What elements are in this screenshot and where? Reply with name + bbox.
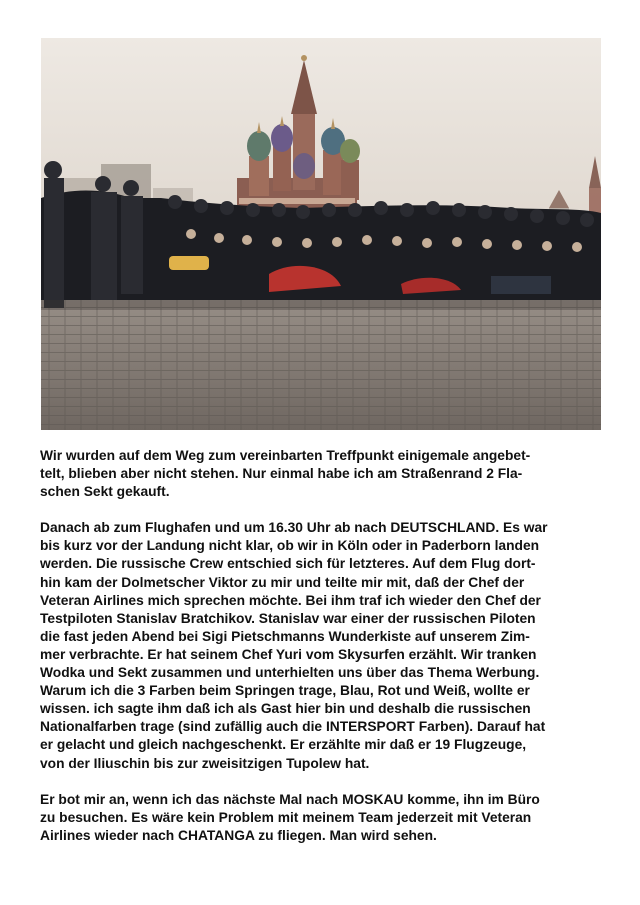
paragraph xyxy=(40,519,600,772)
paragraph xyxy=(40,791,600,845)
text-line: Warum ich die 3 Farben beim Springen trage, Blau, Rot und Weiß, wollte er xyxy=(40,683,530,699)
text-line: die fast jeden Abend bei Sigi Pietschmanns Wunderkiste auf unserem Zim- xyxy=(40,628,530,644)
text-line: von der Iliuschin bis zur zweisitzigen Tupolew hat. xyxy=(40,755,370,771)
text-line: Testpiloten Stanislav Bratchikov. Stanislav war einer der russischen Piloten xyxy=(40,610,536,626)
text-line: mer verbrachte. Er hat seinem Chef Yuri vom Skysurfen erzählt. Wir tranken xyxy=(40,646,537,662)
text-line: wissen. ich sagte ihm daß ich als Gast hier bin und deshalb die russischen xyxy=(40,701,531,717)
text-line: Veteran Airlines mich sprechen möchte. Bei ihm traf ich wieder den Chef der xyxy=(40,592,541,608)
text-line: bis kurz vor der Landung nicht klar, ob wir in Köln oder in Paderborn landen xyxy=(40,538,540,554)
text-line: telt, blieben aber nicht stehen. Nur einmal habe ich am Straßenrand 2 Fla- xyxy=(40,466,523,482)
text-line: schen Sekt gekauft. xyxy=(40,484,170,500)
article-text xyxy=(40,447,600,863)
text-line: er gelacht und gleich nachgeschenkt. Er erzählte mir daß er 19 Flugzeuge, xyxy=(40,737,527,753)
text-line: Wir wurden auf dem Weg zum vereinbarten Treffpunkt einigemale angebet- xyxy=(40,448,531,463)
text-line: hin kam der Dolmetscher Viktor zu mir und teilte mir mit, daß der Chef der xyxy=(40,574,525,590)
group-photo-illustration xyxy=(41,38,601,430)
group-photo xyxy=(41,38,601,430)
paragraph xyxy=(40,447,600,501)
text-line: zu besuchen. Es wäre kein Problem mit meinem Team jederzeit mit Veteran xyxy=(40,809,532,825)
text-line: Wodka und Sekt zusammen und unterhielten uns über das Thema Werbung. xyxy=(40,665,540,681)
text-line: Danach ab zum Flughafen und um 16.30 Uhr ab nach DEUTSCHLAND. Es war xyxy=(40,520,548,536)
text-line: Er bot mir an, wenn ich das nächste Mal nach MOSKAU komme, ihn im Büro xyxy=(40,791,540,807)
text-line: Airlines wieder nach CHATANGA zu fliegen. Man wird sehen. xyxy=(40,827,437,843)
text-line: werden. Die russische Crew entschied sich für letzteres. Auf dem Flug dort- xyxy=(40,556,536,572)
text-line: Nationalfarben trage (sind zufällig auch die INTERSPORT Farben). Darauf hat xyxy=(40,719,546,735)
